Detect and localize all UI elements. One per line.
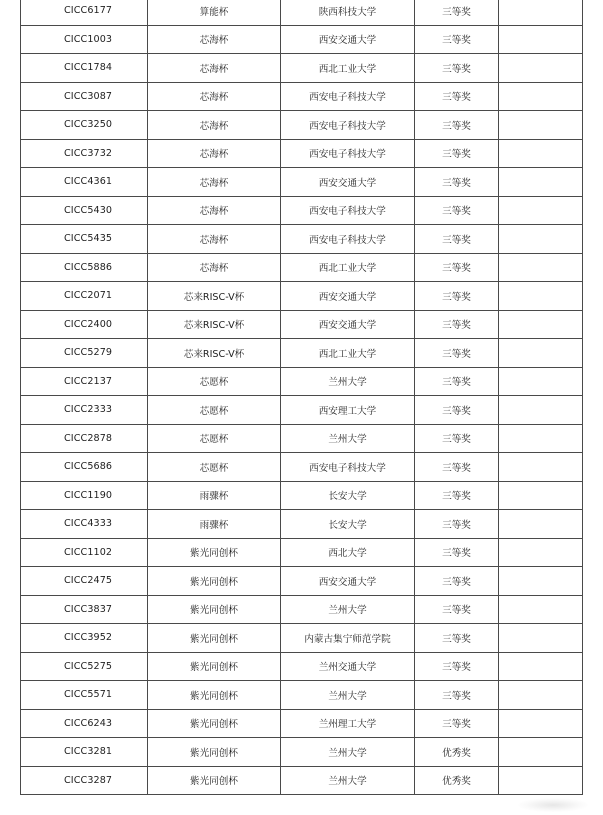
note-cell	[499, 481, 583, 510]
school-cell: 长安大学	[281, 481, 415, 510]
award-level-cell: 三等奖	[415, 681, 499, 710]
table-row	[21, 253, 583, 282]
award-level-cell: 三等奖	[415, 282, 499, 311]
team-id-cell: CICC3281	[21, 738, 148, 767]
note-cell	[499, 339, 583, 368]
team-id-cell: CICC3250	[21, 111, 148, 140]
table-row	[21, 310, 583, 339]
cup-name-cell: 紫光同创杯	[148, 595, 281, 624]
note-cell	[499, 396, 583, 425]
team-id-cell: CICC1102	[21, 538, 148, 567]
note-cell	[499, 652, 583, 681]
table-row	[21, 453, 583, 482]
note-cell	[499, 595, 583, 624]
school-cell: 西北大学	[281, 538, 415, 567]
award-level-cell: 三等奖	[415, 567, 499, 596]
award-level-cell: 三等奖	[415, 339, 499, 368]
cup-name-cell: 芯来RISC-V杯	[148, 339, 281, 368]
award-level-cell: 三等奖	[415, 196, 499, 225]
table-row	[21, 424, 583, 453]
school-cell: 兰州大学	[281, 738, 415, 767]
table-row	[21, 766, 583, 795]
award-level-cell: 三等奖	[415, 168, 499, 197]
school-cell: 西安电子科技大学	[281, 453, 415, 482]
award-level-cell: 三等奖	[415, 396, 499, 425]
award-level-cell: 三等奖	[415, 652, 499, 681]
school-cell: 兰州交通大学	[281, 652, 415, 681]
school-cell: 西安理工大学	[281, 396, 415, 425]
cup-name-cell: 紫光同创杯	[148, 538, 281, 567]
award-level-cell: 三等奖	[415, 139, 499, 168]
note-cell	[499, 681, 583, 710]
school-cell: 西北工业大学	[281, 339, 415, 368]
table-row	[21, 709, 583, 738]
school-cell: 长安大学	[281, 510, 415, 539]
cup-name-cell: 芯愿杯	[148, 396, 281, 425]
cup-name-cell: 紫光同创杯	[148, 766, 281, 795]
table-row	[21, 595, 583, 624]
team-id-cell: CICC5430	[21, 196, 148, 225]
cup-name-cell: 紫光同创杯	[148, 624, 281, 653]
school-cell: 西安电子科技大学	[281, 111, 415, 140]
note-cell	[499, 766, 583, 795]
note-cell	[499, 424, 583, 453]
award-level-cell: 三等奖	[415, 367, 499, 396]
table-row	[21, 567, 583, 596]
team-id-cell: CICC3837	[21, 595, 148, 624]
cup-name-cell: 芯愿杯	[148, 453, 281, 482]
award-level-cell: 三等奖	[415, 624, 499, 653]
team-id-cell: CICC3287	[21, 766, 148, 795]
award-level-cell: 三等奖	[415, 481, 499, 510]
school-cell: 西安交通大学	[281, 25, 415, 54]
award-table-body	[21, 0, 583, 795]
cup-name-cell: 芯海杯	[148, 54, 281, 83]
cup-name-cell: 紫光同创杯	[148, 567, 281, 596]
award-level-cell: 优秀奖	[415, 738, 499, 767]
team-id-cell: CICC5275	[21, 652, 148, 681]
table-row	[21, 0, 583, 25]
cup-name-cell: 算能杯	[148, 0, 281, 25]
cup-name-cell: 芯海杯	[148, 225, 281, 254]
note-cell	[499, 82, 583, 111]
school-cell: 兰州大学	[281, 766, 415, 795]
cup-name-cell: 紫光同创杯	[148, 738, 281, 767]
award-level-cell: 三等奖	[415, 595, 499, 624]
award-level-cell: 三等奖	[415, 111, 499, 140]
team-id-cell: CICC5571	[21, 681, 148, 710]
cup-name-cell: 芯海杯	[148, 139, 281, 168]
school-cell: 兰州大学	[281, 424, 415, 453]
school-cell: 西北工业大学	[281, 54, 415, 83]
award-level-cell: 三等奖	[415, 510, 499, 539]
table-row	[21, 225, 583, 254]
cup-name-cell: 紫光同创杯	[148, 652, 281, 681]
note-cell	[499, 453, 583, 482]
table-row	[21, 652, 583, 681]
school-cell: 西安电子科技大学	[281, 225, 415, 254]
table-row	[21, 25, 583, 54]
team-id-cell: CICC5435	[21, 225, 148, 254]
cup-name-cell: 雨骤杯	[148, 481, 281, 510]
note-cell	[499, 624, 583, 653]
table-row	[21, 624, 583, 653]
note-cell	[499, 168, 583, 197]
team-id-cell: CICC3732	[21, 139, 148, 168]
note-cell	[499, 54, 583, 83]
table-row	[21, 339, 583, 368]
table-row	[21, 82, 583, 111]
note-cell	[499, 738, 583, 767]
team-id-cell: CICC6243	[21, 709, 148, 738]
award-level-cell: 三等奖	[415, 225, 499, 254]
table-row	[21, 139, 583, 168]
award-level-cell: 三等奖	[415, 54, 499, 83]
cup-name-cell: 芯来RISC-V杯	[148, 310, 281, 339]
school-cell: 西安交通大学	[281, 282, 415, 311]
table-row	[21, 510, 583, 539]
school-cell: 兰州大学	[281, 367, 415, 396]
table-row	[21, 196, 583, 225]
team-id-cell: CICC3952	[21, 624, 148, 653]
scan-smudge	[518, 798, 588, 812]
award-level-cell: 三等奖	[415, 25, 499, 54]
team-id-cell: CICC5686	[21, 453, 148, 482]
team-id-cell: CICC1003	[21, 25, 148, 54]
table-row	[21, 111, 583, 140]
cup-name-cell: 紫光同创杯	[148, 709, 281, 738]
note-cell	[499, 225, 583, 254]
table-row	[21, 681, 583, 710]
team-id-cell: CICC2475	[21, 567, 148, 596]
school-cell: 西安电子科技大学	[281, 196, 415, 225]
note-cell	[499, 253, 583, 282]
cup-name-cell: 芯愿杯	[148, 367, 281, 396]
team-id-cell: CICC1190	[21, 481, 148, 510]
award-level-cell: 三等奖	[415, 709, 499, 738]
award-level-cell: 三等奖	[415, 310, 499, 339]
table-row	[21, 396, 583, 425]
cup-name-cell: 芯海杯	[148, 111, 281, 140]
school-cell: 西安交通大学	[281, 310, 415, 339]
team-id-cell: CICC6177	[21, 0, 148, 25]
table-row	[21, 538, 583, 567]
cup-name-cell: 芯海杯	[148, 196, 281, 225]
table-row	[21, 54, 583, 83]
cup-name-cell: 雨骤杯	[148, 510, 281, 539]
table-row	[21, 738, 583, 767]
note-cell	[499, 310, 583, 339]
team-id-cell: CICC4333	[21, 510, 148, 539]
note-cell	[499, 538, 583, 567]
award-level-cell: 优秀奖	[415, 766, 499, 795]
team-id-cell: CICC2878	[21, 424, 148, 453]
note-cell	[499, 111, 583, 140]
cup-name-cell: 芯海杯	[148, 168, 281, 197]
note-cell	[499, 709, 583, 738]
school-cell: 兰州理工大学	[281, 709, 415, 738]
table-row	[21, 168, 583, 197]
note-cell	[499, 139, 583, 168]
team-id-cell: CICC2333	[21, 396, 148, 425]
table-row	[21, 367, 583, 396]
school-cell: 西安交通大学	[281, 168, 415, 197]
school-cell: 西北工业大学	[281, 253, 415, 282]
award-level-cell: 三等奖	[415, 538, 499, 567]
school-cell: 兰州大学	[281, 595, 415, 624]
note-cell	[499, 0, 583, 25]
table-row	[21, 282, 583, 311]
note-cell	[499, 367, 583, 396]
award-table	[20, 0, 583, 795]
school-cell: 西安电子科技大学	[281, 139, 415, 168]
school-cell: 西安交通大学	[281, 567, 415, 596]
table-row	[21, 481, 583, 510]
cup-name-cell: 芯海杯	[148, 25, 281, 54]
cup-name-cell: 芯海杯	[148, 82, 281, 111]
note-cell	[499, 282, 583, 311]
school-cell: 西安电子科技大学	[281, 82, 415, 111]
team-id-cell: CICC5886	[21, 253, 148, 282]
note-cell	[499, 196, 583, 225]
award-level-cell: 三等奖	[415, 0, 499, 25]
team-id-cell: CICC5279	[21, 339, 148, 368]
award-level-cell: 三等奖	[415, 82, 499, 111]
cup-name-cell: 芯愿杯	[148, 424, 281, 453]
award-level-cell: 三等奖	[415, 253, 499, 282]
school-cell: 内蒙古集宁师范学院	[281, 624, 415, 653]
cup-name-cell: 芯来RISC-V杯	[148, 282, 281, 311]
award-level-cell: 三等奖	[415, 453, 499, 482]
award-level-cell: 三等奖	[415, 424, 499, 453]
note-cell	[499, 567, 583, 596]
school-cell: 陕西科技大学	[281, 0, 415, 25]
team-id-cell: CICC2137	[21, 367, 148, 396]
cup-name-cell: 紫光同创杯	[148, 681, 281, 710]
school-cell: 兰州大学	[281, 681, 415, 710]
note-cell	[499, 510, 583, 539]
team-id-cell: CICC4361	[21, 168, 148, 197]
team-id-cell: CICC1784	[21, 54, 148, 83]
team-id-cell: CICC2071	[21, 282, 148, 311]
note-cell	[499, 25, 583, 54]
team-id-cell: CICC3087	[21, 82, 148, 111]
cup-name-cell: 芯海杯	[148, 253, 281, 282]
team-id-cell: CICC2400	[21, 310, 148, 339]
